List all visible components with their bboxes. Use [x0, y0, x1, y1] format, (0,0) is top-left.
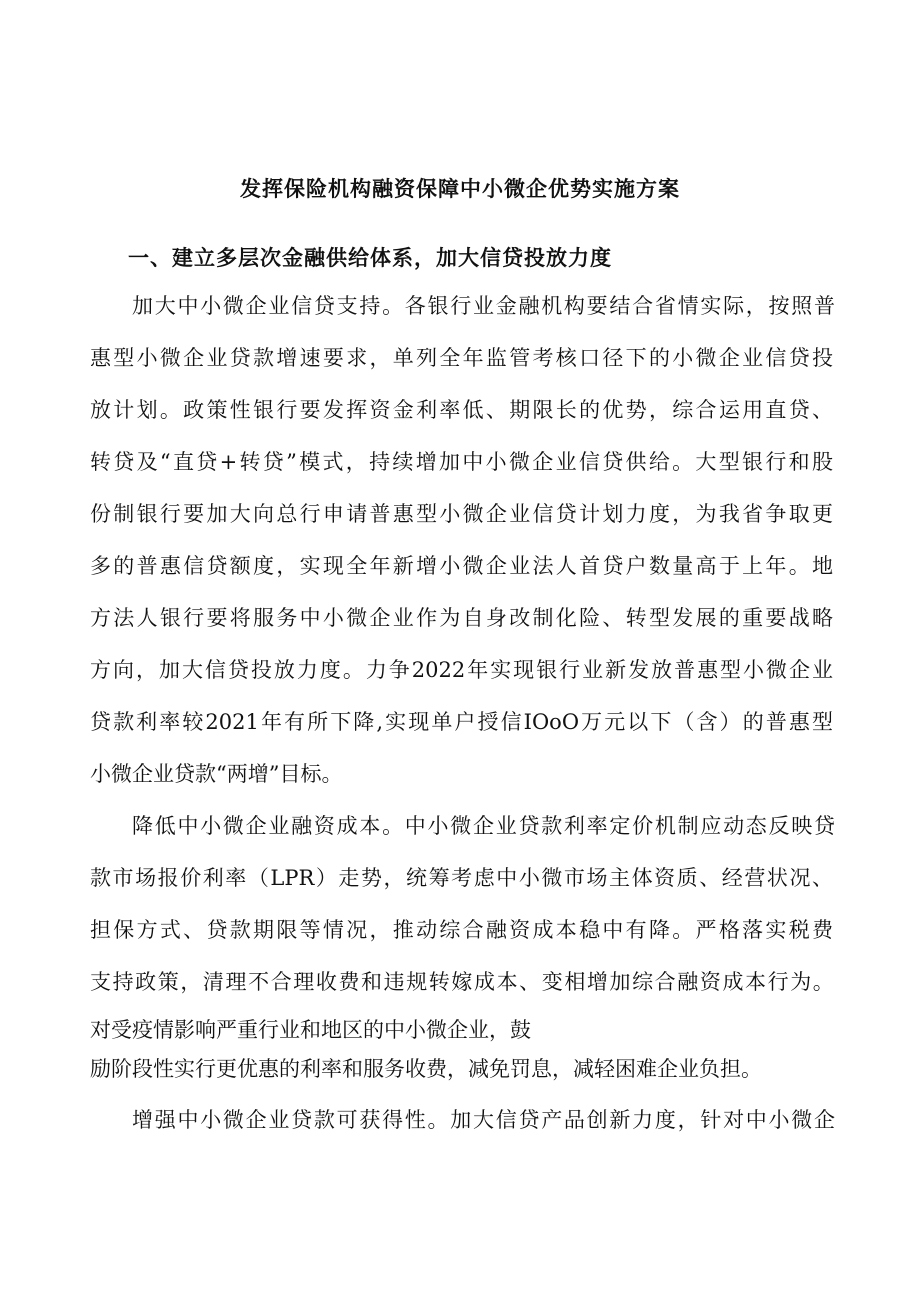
- paragraph-line: 份制银行要加大向总行申请普惠型小微企业信贷计划力度，为我省争取更: [90, 502, 833, 526]
- paragraph-line: 小微企业贷款“两增”目标。: [90, 762, 343, 786]
- section-heading: 一、建立多层次金融供给体系，加大信贷投放力度: [128, 245, 612, 270]
- paragraph-line: 增强中小微企业贷款可获得性。加大信贷产品创新力度，针对中小微企: [132, 1108, 835, 1132]
- paragraph-line: 方向，加大信贷投放力度。力争2022年实现银行业新发放普惠型小微企业: [90, 658, 833, 682]
- paragraph-line: 降低中小微企业融资成本。中小微企业贷款利率定价机制应动态反映贷: [132, 814, 835, 838]
- paragraph-line: 担保方式、贷款期限等情况，推动综合融资成本稳中有降。严格落实税费: [90, 918, 833, 942]
- paragraph-line: 励阶段性实行更优惠的利率和服务收费，减免罚息，减轻困难企业负担。: [90, 1057, 762, 1081]
- paragraph-line: 方法人银行要将服务中小微企业作为自身改制化险、转型发展的重要战略: [90, 606, 833, 630]
- paragraph-line: 对受疫情影响严重行业和地区的中小微企业，鼓: [90, 1018, 531, 1042]
- paragraph-line: 放计划。政策性银行要发挥资金利率低、期限长的优势，综合运用直贷、: [90, 398, 833, 422]
- paragraph-line: 转贷及“直贷+转贷”模式，持续增加中小微企业信贷供给。大型银行和股: [90, 450, 833, 474]
- paragraph-line: 支持政策，清理不合理收费和违规转嫁成本、变相增加综合融资成本行为。: [90, 970, 833, 994]
- paragraph-line: 加大中小微企业信贷支持。各银行业金融机构要结合省情实际，按照普: [132, 294, 835, 318]
- paragraph-line: 贷款利率较2021年有所下降,实现单户授信IOoO万元以下（含）的普惠型: [90, 710, 833, 734]
- document-title: 发挥保险机构融资保障中小微企优势实施方案: [240, 176, 680, 201]
- paragraph-line: 多的普惠信贷额度，实现全年新增小微企业法人首贷户数量高于上年。地: [90, 554, 833, 578]
- paragraph-line: 款市场报价利率（LPR）走势，统筹考虑中小微市场主体资质、经营状况、: [90, 866, 833, 890]
- paragraph-line: 惠型小微企业贷款增速要求，单列全年监管考核口径下的小微企业信贷投: [90, 346, 833, 370]
